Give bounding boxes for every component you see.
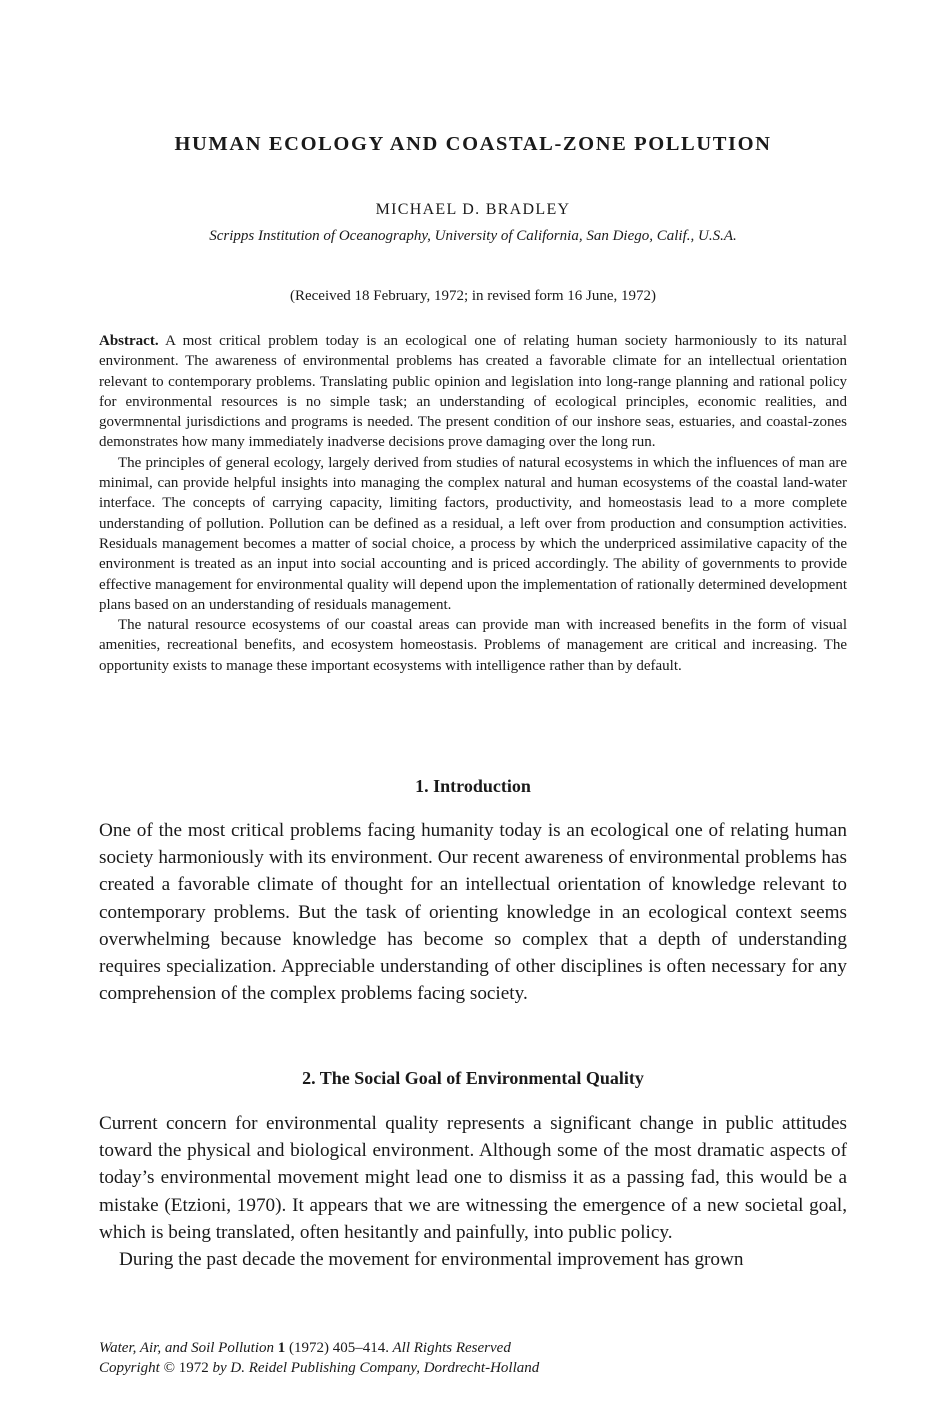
- body-paragraph: Current concern for environmental quality represents a significant change in public attitudes toward the physical and biological environment. Although some of the most dramatic aspects of today’s environmental movement might lead one to dismiss it as a passing fad, this would be a mistake (Etzioni, 1970). It appears that we are witnessing the emergence of a new societal goal, which is being translated, often hesitantly and painfully, into public policy.: [99, 1113, 847, 1243]
- section-body-social-goal: [99, 1110, 847, 1273]
- publisher-name: by D. Reidel Publishing Company, Dordrecht-Holland: [212, 1360, 540, 1376]
- body-paragraph: During the past decade the movement for environmental improvement has grown: [119, 1249, 744, 1271]
- abstract-paragraph: [99, 331, 847, 453]
- abstract-paragraph: The principles of general ecology, largely derived from studies of natural ecosystems in which the influences of man are minimal, can provide helpful insights into managing the complex natural and human ecosystems of the coastal land-water interface. The concepts of carrying capacity, limiting factors, productivity, and homeostasis lead to a more complete understanding of pollution. Pollution can be defined as a residual, a left over from production and consumption activities. Residuals management becomes a matter of social choice, a process by which the underpriced assimilative capacity of the environment is treated as an input into social accounting and is priced accordingly. The ability of governments to provide effective management for environmental quality will depend upon the implementation of rationally determined development plans based on an understanding of residuals management.: [99, 454, 847, 613]
- paper-title: HUMAN ECOLOGY AND COASTAL-ZONE POLLUTION: [174, 133, 772, 155]
- journal-pages: (1972) 405–414.: [289, 1340, 390, 1356]
- copyright-word: Copyright: [99, 1360, 160, 1376]
- author-affiliation: Scripps Institution of Oceanography, University of California, San Diego, Calif., U.S.A.: [209, 228, 737, 244]
- page-footer: [99, 1338, 847, 1378]
- body-paragraph: One of the most critical problems facing humanity today is an ecological one of relating human society harmoniously with its environment. Our recent awareness of environmental problems has created a favorable climate of thought for an intellectual orientation of knowledge relevant to contemporary problems. But the task of orienting knowledge in an ecological context seems overwhelming because knowledge has become so complex that a depth of understanding requires specialization. Appreciable understanding of other disciplines is often necessary for any comprehension of the complex problems facing society.: [99, 820, 847, 1005]
- received-date: (Received 18 February, 1972; in revised form 16 June, 1972): [289, 288, 657, 304]
- journal-name: Water, Air, and Soil Pollution: [99, 1340, 275, 1356]
- journal-citation: [99, 1338, 847, 1358]
- journal-volume: 1: [277, 1340, 286, 1356]
- section-body-introduction: [99, 817, 847, 1007]
- copyright-line: [99, 1358, 847, 1378]
- abstract: [99, 331, 847, 676]
- author-name: MICHAEL D. BRADLEY: [375, 201, 571, 218]
- abstract-paragraph: The natural resource ecosystems of our coastal areas can provide man with increased benefits in the form of visual amenities, recreational benefits, and ecosystem homeostasis. Problems of management are critical and increasing. The opportunity exists to manage these important ecosystems with intelligence rather than by default.: [99, 617, 847, 674]
- copyright-year: 1972: [178, 1360, 209, 1376]
- abstract-label: Abstract.: [99, 333, 159, 349]
- section-heading-social-goal: 2. The Social Goal of Environmental Quality: [302, 1068, 644, 1088]
- rights-statement: All Rights Reserved: [392, 1340, 511, 1356]
- abstract-text: A most critical problem today is an ecological one of relating human society harmoniously to its natural environment. The awareness of environmental problems has created a favorable climate for an intellectual orientation relevant to contemporary problems. Translating public opinion and legislation into long-range planning and rational policy for environmental resources is no simple task; an understanding of ecological principles, economic realities, and govermnental jurisdictions and programs is needed. The present condition of our inshore seas, estuaries, and coastal-zones demonstrates how many immediately inadverse decisions prove damaging over the long run.: [99, 333, 847, 451]
- section-heading-introduction: 1. Introduction: [415, 776, 531, 796]
- copyright-symbol: ©: [163, 1360, 175, 1376]
